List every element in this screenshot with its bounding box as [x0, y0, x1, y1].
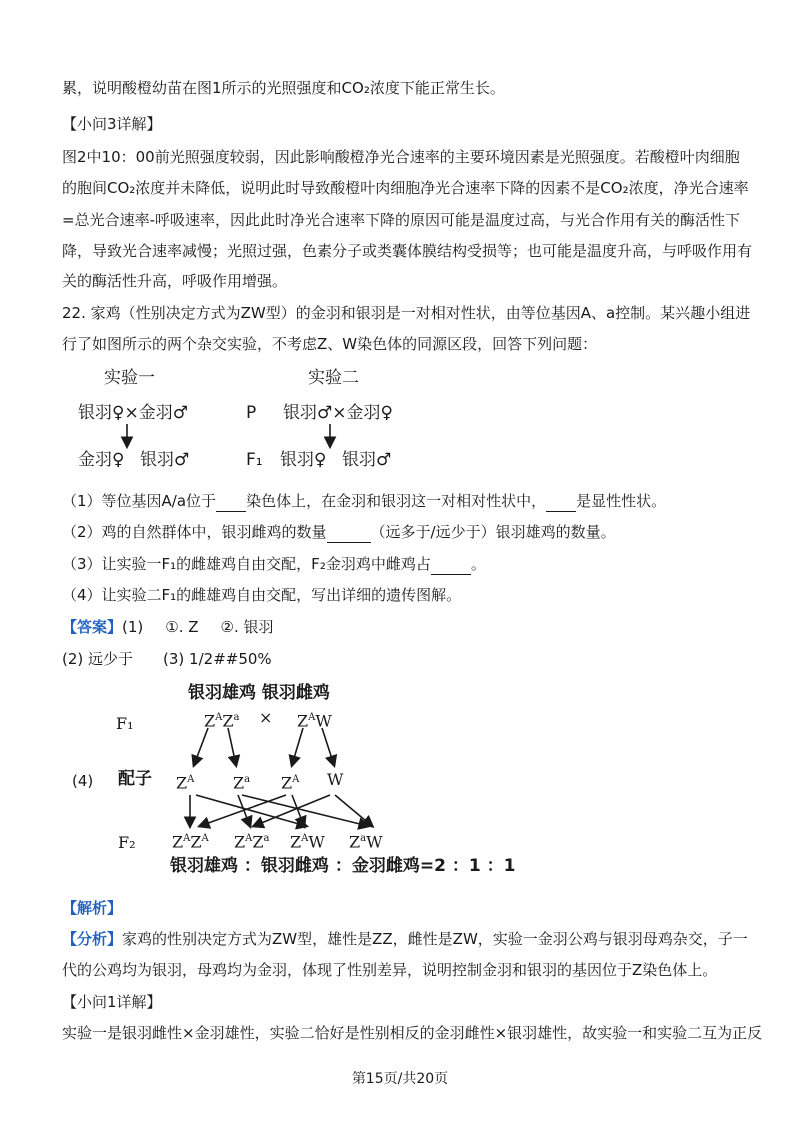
- arrow: [335, 795, 372, 826]
- diagram-header: 银羽雄鸡 银羽雌鸡: [188, 683, 330, 703]
- question-22-stem: 行了如图所示的两个杂交实验，不考虑Z、W染色体的同源区段，回答下列问题：: [62, 335, 598, 353]
- analysis-text: 家鸡的性别决定方式为ZW型，雄性是ZZ，雌性是ZW，实验一金羽公鸡与银羽母鸡杂交，子一: [122, 930, 748, 948]
- arrow: [292, 728, 303, 765]
- arrow: [322, 728, 334, 765]
- f1-male-genotype: $Z^AZ^a$: [204, 711, 240, 731]
- offspring-genotype: $Z^aW$: [349, 832, 383, 852]
- text-line: 累，说明酸橙幼苗在图1所示的光照强度和CO₂浓度下能正常生长。: [62, 79, 505, 97]
- question-1-part-a: （1）等位基因A/a位于: [62, 492, 217, 510]
- experiment-1-f1-female: 金羽♀: [78, 450, 125, 470]
- experiment-2-parents: 银羽♂×金羽♀: [283, 403, 393, 423]
- analysis-line: 代的公鸡均为银羽，母鸡均为金羽，体现了性别差异，说明控制金羽和银羽的基因位于Z染色体上。: [62, 961, 718, 979]
- analysis-title: 【解析】: [62, 899, 123, 917]
- text-line: 图2中10：00前光照强度较弱，因此影响酸橙净光合速率的主要环境因素是光照强度。若酸橙叶肉细胞: [62, 148, 740, 166]
- f1-label: F₁: [246, 450, 263, 470]
- question-1-part-b: 染色体上，在金羽和银羽这一对相对性状中，: [246, 492, 547, 510]
- text-line: 关的酶活性升高，呼吸作用增强。: [62, 272, 288, 290]
- section-heading: 【小问3详解】: [62, 115, 162, 133]
- experiment-1-parents: 银羽♀×金羽♂: [78, 403, 188, 423]
- cross-symbol: ×: [259, 708, 273, 727]
- answer-1-part-1: ①. Z: [165, 618, 199, 636]
- page-footer: 第15页/共20页: [351, 1071, 449, 1087]
- text-line: 的胞间CO₂浓度并未降低，说明此时导致酸橙叶肉细胞净光合速率下降的因素不是CO₂浓度，净光合速率: [62, 179, 749, 197]
- experiment-2-f1-male: 银羽♂: [342, 450, 392, 470]
- phenotype-ratio: 银羽雄鸡 ：银羽雌鸡 ：金羽雌鸡=2 ：1 ：1: [170, 856, 516, 876]
- gamete: $Z^A$: [176, 773, 195, 793]
- answer-label: 【答案】: [62, 618, 123, 636]
- text-line: 降，导致光合速率减慢；光照过强，色素分子或类囊体膜结构受损等；也可能是温度升高，与呼吸作用有: [62, 242, 753, 260]
- offspring-genotype: $Z^AW$: [290, 832, 325, 852]
- text-line: =总光合速率-呼吸速率，因此此时净光合速率下降的原因可能是温度过高，与光合作用有关的酶活性下: [62, 211, 740, 229]
- answer-2: (2) 远少于: [62, 650, 134, 668]
- question-3-part-a: （3）让实验一F₁的雌雄鸡自由交配，F₂金羽鸡中雌鸡占: [62, 555, 431, 573]
- answer-1-prefix: (1): [122, 618, 144, 636]
- experiment-1-f1-male: 银羽♂: [140, 450, 190, 470]
- gamete: W: [327, 770, 344, 789]
- diagram-f2-label: F₂: [118, 833, 136, 852]
- arrow: [228, 728, 236, 765]
- analysis-line: 实验一是银羽雌性×金羽雄性，实验二恰好是性别相反的金羽雌性×银羽雄性，故实验一和实验二互为正反: [62, 1024, 763, 1042]
- gamete: $Z^A$: [281, 773, 300, 793]
- question-22-stem: 22. 家鸡（性别决定方式为ZW型）的金羽和银羽是一对相对性状，由等位基因A、a控制。某兴趣小组进: [62, 304, 751, 322]
- experiment-2-f1-female: 银羽♀: [280, 450, 327, 470]
- experiment-2-title: 实验二: [308, 368, 359, 388]
- answer-1-part-2: ②. 银羽: [220, 618, 274, 636]
- analysis-label: 【分析】: [62, 930, 123, 948]
- f1-female-genotype: $Z^AW$: [297, 711, 332, 731]
- gamete: $Z^a$: [233, 773, 251, 793]
- p-label: P: [246, 403, 257, 423]
- question-3-part-b: 。: [470, 555, 486, 573]
- answer-4-label: (4): [72, 772, 94, 790]
- question-2-part-b: （远多于/远少于）银羽雄鸡的数量。: [370, 523, 616, 541]
- diagram-f1-label: F₁: [116, 714, 134, 733]
- offspring-genotype: $Z^AZ^A$: [172, 832, 209, 852]
- offspring-genotype: $Z^AZ^a$: [234, 832, 270, 852]
- question-1-part-c: 是显性性状。: [576, 492, 667, 510]
- answer-3: (3) 1/2##50%: [163, 650, 272, 668]
- section-heading: 【小问1详解】: [62, 993, 162, 1011]
- arrow: [194, 728, 208, 765]
- question-2-part-a: （2）鸡的自然群体中，银羽雌鸡的数量: [62, 523, 327, 541]
- experiment-1-title: 实验一: [104, 368, 155, 388]
- gamete-label: 配子: [118, 769, 152, 789]
- question-4: （4）让实验二F₁的雌雄鸡自由交配，写出详细的遗传图解。: [62, 586, 462, 604]
- arrow: [242, 795, 368, 826]
